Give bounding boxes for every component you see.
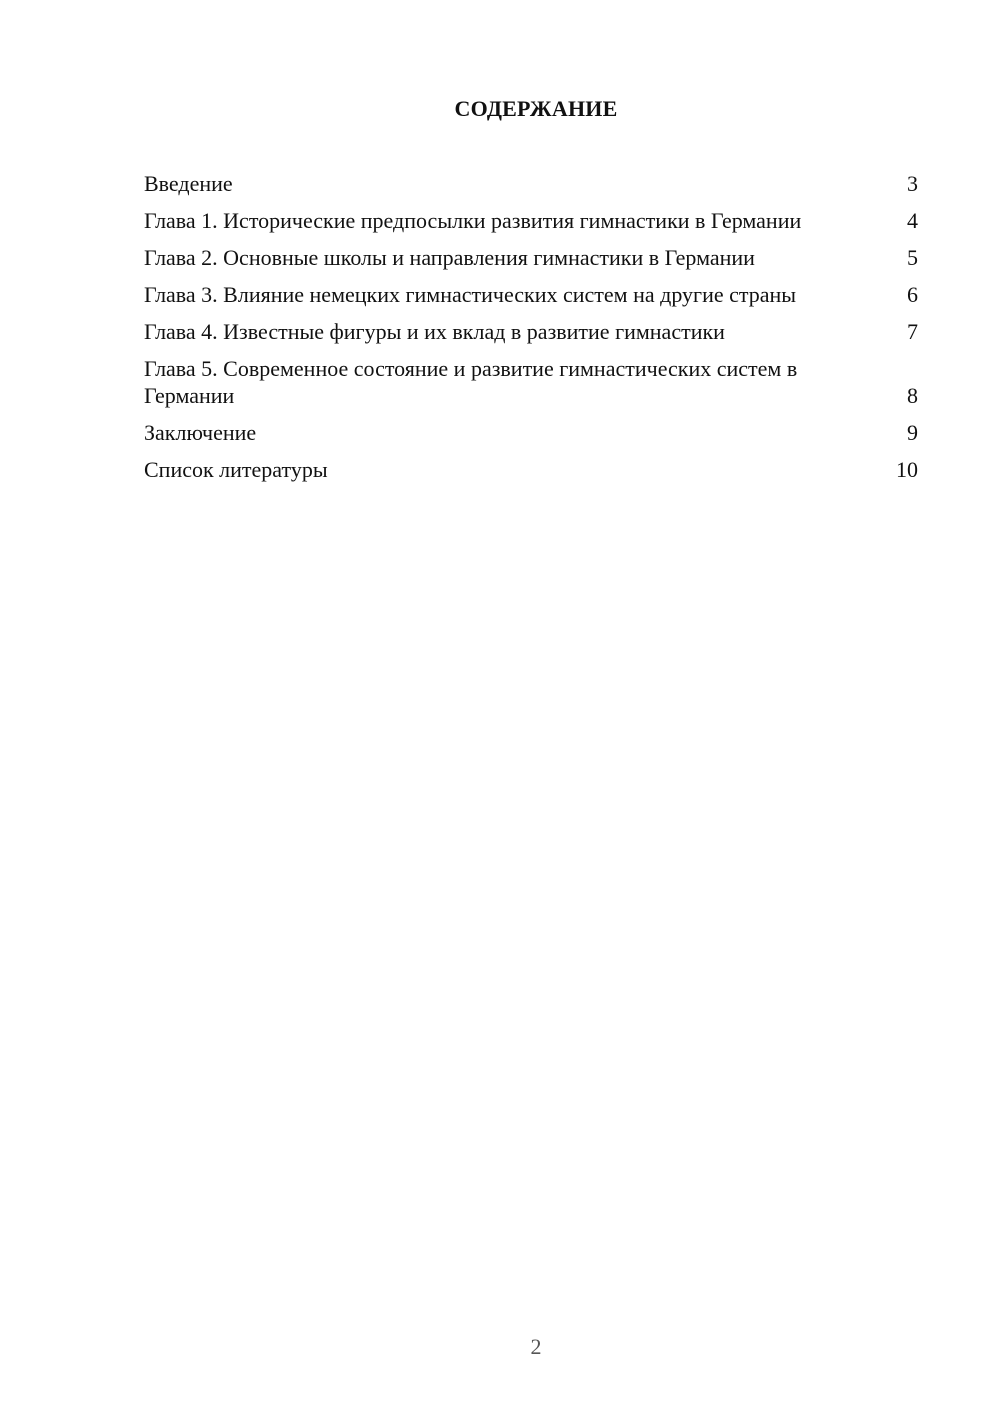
- toc-entry-introduction: [144, 170, 918, 197]
- toc-entry-chapter-4: [144, 318, 918, 345]
- toc-entry-chapter-3: [144, 281, 918, 308]
- table-of-contents-list: [144, 170, 918, 493]
- table-of-contents-heading: СОДЕРЖАНИЕ: [454, 96, 618, 121]
- toc-entry-page-number: 5: [907, 245, 918, 270]
- toc-entry-page-number: 10: [896, 457, 918, 482]
- toc-entry-conclusion: [144, 419, 918, 446]
- toc-entry-page-number: 4: [907, 208, 918, 233]
- toc-entry-title: Глава 4. Известные фигуры и их вклад в развитие гимнастики: [144, 319, 725, 344]
- toc-entry-title: Заключение: [144, 420, 257, 445]
- toc-entry-chapter-5: [144, 355, 918, 409]
- toc-entry-references: [144, 456, 918, 483]
- toc-entry-page-number: 8: [907, 383, 918, 408]
- toc-entry-page-number: 9: [907, 420, 918, 445]
- toc-entry-page-number: 6: [907, 282, 918, 307]
- toc-entry-page-number: 7: [907, 319, 918, 344]
- toc-entry-title: Глава 2. Основные школы и направления гимнастики в Германии: [144, 245, 755, 270]
- toc-entry-title: Глава 3. Влияние немецких гимнастических систем на другие страны: [144, 282, 797, 307]
- toc-entry-title: Введение: [144, 171, 233, 196]
- toc-entry-title: Глава 5. Современное состояние и развитие гимнастических систем в Германии: [144, 356, 798, 408]
- page-number: 2: [530, 1334, 542, 1359]
- toc-entry-chapter-1: [144, 207, 918, 234]
- toc-entry-page-number: 3: [907, 171, 918, 196]
- toc-entry-title: Глава 1. Исторические предпосылки развития гимнастики в Германии: [144, 208, 802, 233]
- toc-entry-title: Список литературы: [144, 457, 328, 482]
- toc-entry-chapter-2: [144, 244, 918, 271]
